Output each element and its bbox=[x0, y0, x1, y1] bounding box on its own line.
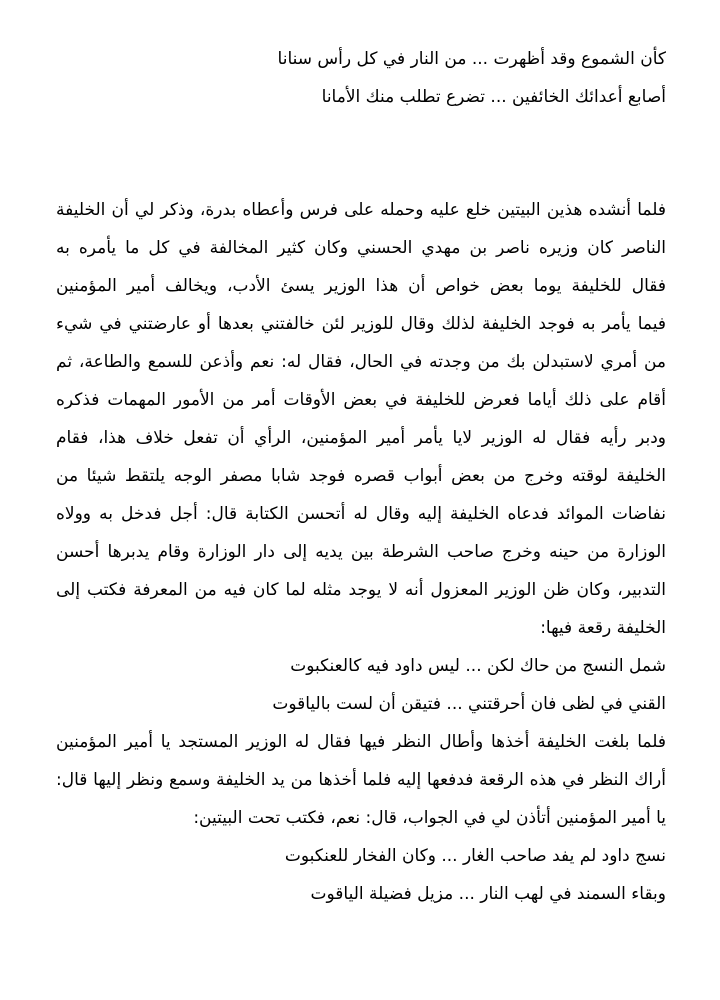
verse-line: وبقاء السمند في لهب النار ... مزيل فضيلة الياقوت bbox=[310, 884, 666, 904]
paragraph-line: أراك النظر في هذه الرقعة فدفعها إليه فلما أخذها من يد الخليفة وسمع ونظر إليها قال: bbox=[56, 770, 666, 790]
paragraph-line: التدبير، وكان ظن الوزير المعزول أنه لا يوجد مثله لما كان فيه من المعرفة فكتب إلى bbox=[56, 580, 666, 600]
verse-line: القني في لظى فان أحرقتني ... فتيقن أن لست بالياقوت bbox=[272, 694, 666, 714]
verse-3 bbox=[56, 837, 666, 913]
paragraph-2 bbox=[56, 723, 666, 837]
paragraph-line: ودبر رأيه فقال له الوزير لايا يأمر أمير المؤمنين، الرأي أن تفعل خلاف هذا، فقام bbox=[56, 428, 666, 448]
paragraph-line: نفاضات الموائد فدعاه الخليفة إليه وقال له أتحسن الكتابة قال: أجل فدخل به وولاه bbox=[56, 504, 666, 524]
verse-line: شمل النسج من حاك لكن ... ليس داود فيه كالعنكبوت bbox=[290, 656, 666, 676]
paragraph-line: من أمري لاستبدلن بك من وجدته في الحال، فقال له: نعم وأذعن للسمع والطاعة، ثم bbox=[56, 352, 666, 372]
verse-2 bbox=[56, 647, 666, 723]
paragraph-line: الوزارة من حينه وخرج صاحب الشرطة بين يديه إلى دار الوزارة وقام يدبرها أحسن bbox=[56, 542, 666, 562]
paragraph-line: يا أمير المؤمنين أتأذن لي في الجواب، قال: نعم، فكتب تحت البيتين: bbox=[193, 808, 666, 828]
paragraph-line: الخليفة رقعة فيها: bbox=[540, 618, 666, 638]
paragraph-line: فيما يأمر به فوجد الخليفة لذلك وقال للوزير لئن خالفتني بعدها أو عارضتني في شيء bbox=[56, 314, 666, 334]
paragraph-line: فقال للخليفة يوما بعض خواص أن هذا الوزير يسئ الأدب، ويخالف أمير المؤمنين bbox=[56, 276, 666, 296]
verse-line: كأن الشموع وقد أظهرت ... من النار في كل رأس سنانا bbox=[277, 49, 666, 69]
paragraph-line: فلما بلغت الخليفة أخذها وأطال النظر فيها فقال له الوزير المستجد يا أمير المؤمنين bbox=[56, 732, 666, 752]
paragraph-line: فلما أنشده هذين البيتين خلع عليه وحمله على فرس وأعطاه بدرة، وذكر لي أن الخليفة bbox=[56, 200, 666, 220]
paragraph-line: الخليفة لوقته وخرج من بعض أبواب قصره فوجد شابا مصفر الوجه يلتقط شيئا من bbox=[56, 466, 666, 486]
opening-verse bbox=[56, 40, 666, 116]
paragraph-line: أقام على ذلك أياما فعرض للخليفة في بعض الأوقات أمر من الأمور المهمات فذكره bbox=[56, 390, 666, 410]
verse-line: نسج داود لم يفد صاحب الغار ... وكان الفخار للعنكبوت bbox=[284, 846, 666, 866]
paragraph-line: الناصر كان وزيره ناصر بن مهدي الحسني وكان كثير المخالفة في كل ما يأمره به bbox=[56, 238, 666, 258]
paragraph-1 bbox=[56, 191, 666, 647]
verse-line: أصابع أعدائك الخائفين ... تضرع تطلب منك الأمانا bbox=[321, 87, 666, 107]
